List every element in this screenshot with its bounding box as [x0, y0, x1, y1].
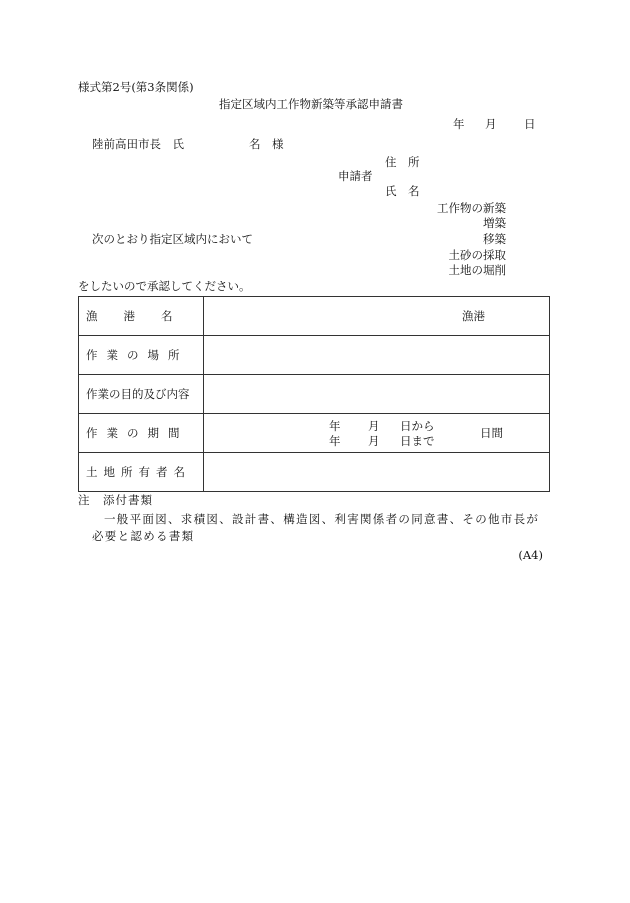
work-location-value-cell[interactable] [204, 336, 550, 375]
row-label [79, 297, 204, 336]
option-new-construction: 工作物の新築 [437, 201, 506, 215]
intro-text: 次のとおり指定区域内において [92, 232, 253, 246]
row-label [79, 453, 204, 492]
landowner-value-cell[interactable] [204, 453, 550, 492]
period-end-day: 日まで [400, 434, 435, 448]
note-line-2: 必要と認める書類 [92, 529, 195, 543]
form-title: 指定区域内工作物新築等承認申請書 [219, 97, 403, 111]
date-day: 日 [524, 117, 536, 131]
fishing-port-value-cell[interactable] [204, 297, 550, 336]
paper-size: (A4) [518, 548, 543, 562]
landowner-label: 土地所有者名 [86, 465, 191, 479]
period-start-year: 年 [329, 419, 341, 433]
addressee: 陸前高田市長 氏 [92, 137, 184, 151]
option-excavation: 土地の堀削 [448, 263, 506, 277]
period-start-month: 月 [368, 419, 380, 433]
period-start-day: 日から [400, 419, 435, 433]
work-period-label: 作業の期間 [86, 426, 189, 440]
closing-text: をしたいので承認してください。 [78, 279, 251, 293]
row-label [79, 414, 204, 453]
option-relocation: 移築 [483, 232, 506, 246]
option-extension: 増築 [483, 216, 506, 230]
table-row [79, 297, 550, 336]
table-row [79, 414, 550, 453]
applicant-name-label: 氏 名 [385, 184, 420, 198]
address-label: 住 所 [385, 155, 420, 169]
work-location-label: 作業の場所 [86, 348, 189, 362]
addressee-name-label: 名 様 [249, 137, 284, 151]
table-row [79, 375, 550, 414]
applicant-label: 申請者 [338, 169, 373, 183]
note-label: 注 添付書類 [78, 493, 153, 507]
row-label [79, 375, 204, 414]
work-purpose-value-cell[interactable] [204, 375, 550, 414]
fishing-port-suffix: 漁港 [462, 309, 485, 323]
date-month: 月 [485, 117, 497, 131]
date-year: 年 [453, 117, 465, 131]
table-row [79, 336, 550, 375]
period-days: 日間 [480, 426, 503, 440]
table-row [79, 453, 550, 492]
fishing-port-label: 漁港名 [86, 309, 199, 323]
period-end-year: 年 [329, 434, 341, 448]
work-period-value-cell[interactable] [204, 414, 550, 453]
work-purpose-label: 作業の目的及び内容 [86, 387, 190, 401]
option-soil-extraction: 土砂の採取 [448, 248, 506, 262]
note-line-1: 一般平面図、求積図、設計書、構造図、利害関係者の同意書、その他市長が [104, 512, 540, 526]
row-label [79, 336, 204, 375]
form-number: 様式第2号(第3条関係) [78, 80, 194, 94]
period-end-month: 月 [368, 434, 380, 448]
application-table [78, 296, 550, 492]
